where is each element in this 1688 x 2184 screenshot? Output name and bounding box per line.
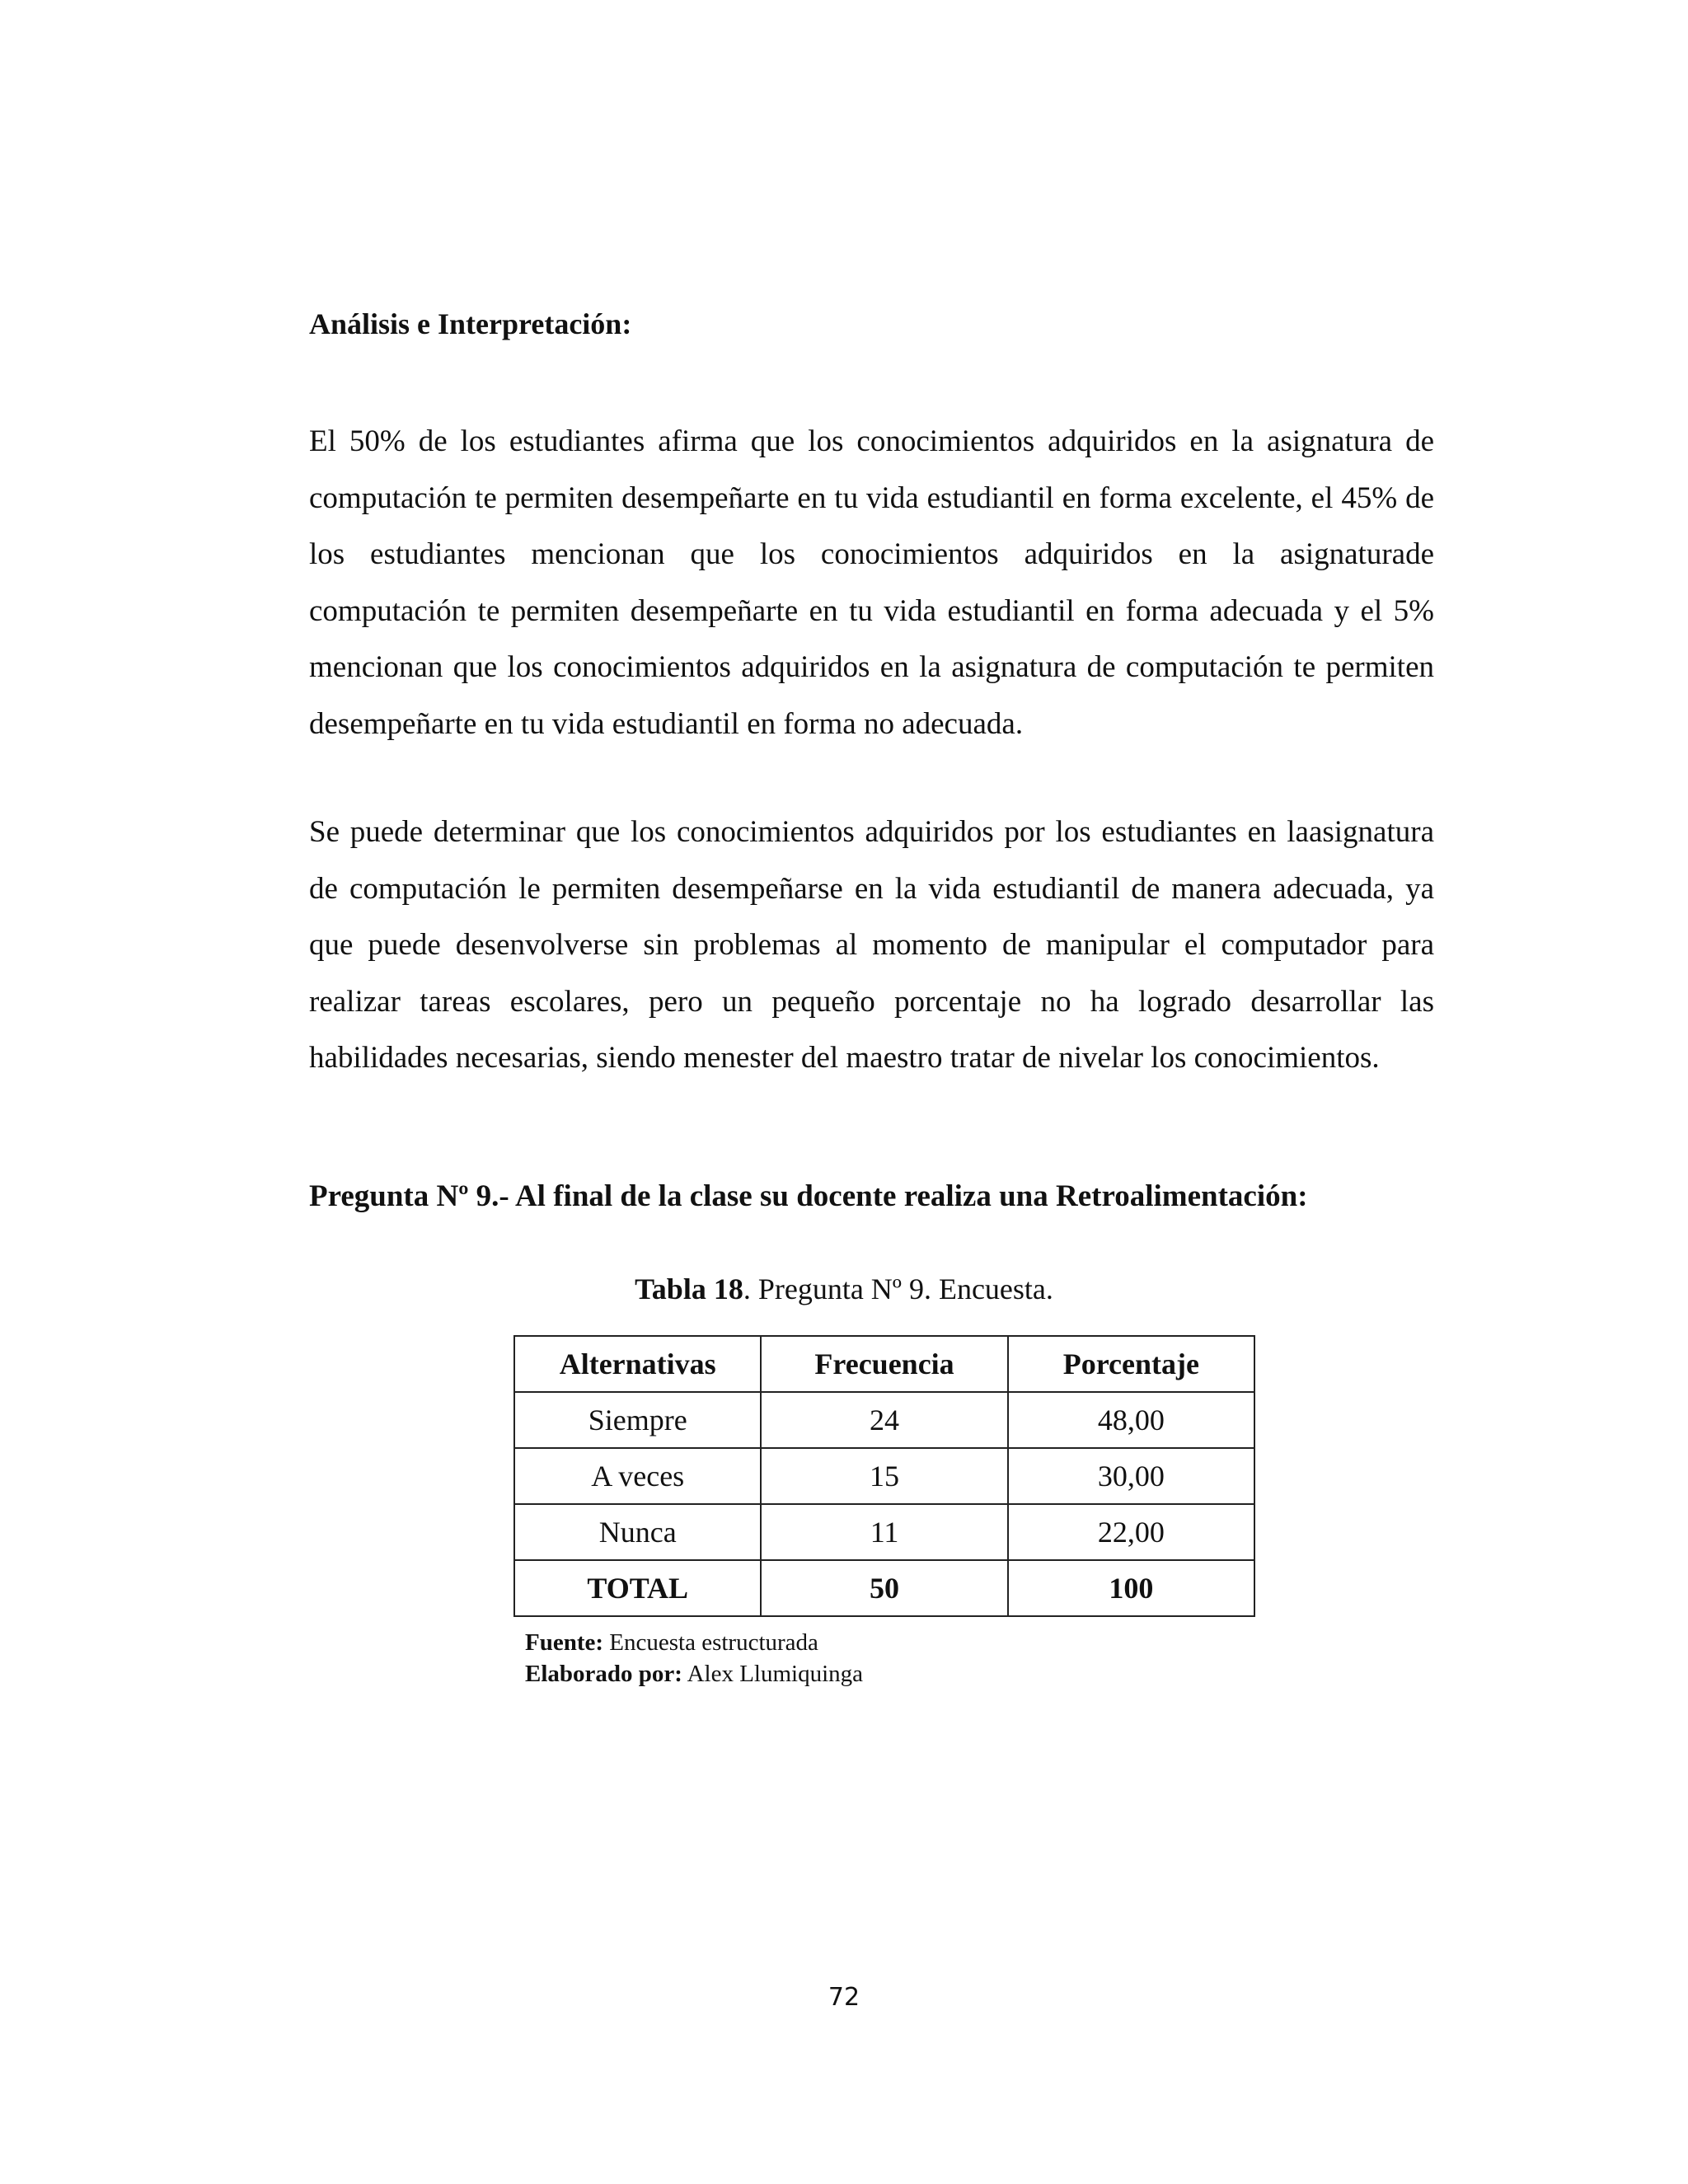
source-note [525,1627,863,1658]
total-frecuencia: 50 [761,1560,1007,1616]
table-caption-text: . Pregunta Nº 9. Encuesta. [743,1272,1053,1305]
cell-frecuencia: 24 [761,1392,1007,1448]
column-header-porcentaje: Porcentaje [1008,1336,1254,1392]
column-header-alternativas: Alternativas [514,1336,761,1392]
cell-frecuencia: 15 [761,1448,1007,1504]
table-caption-label: Tabla 18 [635,1272,743,1305]
section-heading: Análisis e Interpretación: [309,307,632,340]
cell-porcentaje: 48,00 [1008,1392,1254,1448]
table-header-row [514,1336,1254,1392]
question-heading: Pregunta Nº 9.- Al final de la clase su docente realiza una Retroalimentación: [309,1179,1308,1213]
author-label: Elaborado por: [525,1661,682,1687]
source-value: Encuesta estructurada [603,1629,818,1656]
total-label: TOTAL [514,1560,761,1616]
cell-alternativa: Siempre [514,1392,761,1448]
cell-porcentaje: 22,00 [1008,1504,1254,1560]
cell-alternativa: A veces [514,1448,761,1504]
analysis-paragraph-2: Se puede determinar que los conocimientos adquiridos por los estudiantes en laasignatura de computación le permiten desempeñarse en la vida estudiantil de manera adecuada, ya que puede desenvolverse sin problemas al momento de manipular el computador para realizar tareas escolares, pero un pequeño porcentaje no ha logrado desarrollar las habilidades necesarias, siendo menester del maestro tratar de nivelar los conocimientos. [309,815,1434,1075]
table-total-row [514,1560,1254,1616]
source-label: Fuente: [525,1629,604,1656]
page-number: 72 [828,1983,860,2012]
table-caption [0,1272,1688,1306]
author-value: Alex Llumiquinga [682,1661,864,1687]
total-porcentaje: 100 [1008,1560,1254,1616]
table-row [514,1392,1254,1448]
survey-table [513,1335,1255,1617]
analysis-paragraph-1: El 50% de los estudiantes afirma que los conocimientos adquiridos en la asignatura de computación te permiten desempeñarte en tu vida estudiantil en forma excelente, el 45% de los estudiantes mencionan que los conocimientos adquiridos en la asignaturade computación te permiten desempeñarte en tu vida estudiantil en forma adecuada y el 5% mencionan que los conocimientos adquiridos en la asignatura de computación te permiten desempeñarte en tu vida estudiantil en forma no adecuada. [309,424,1434,741]
table-notes [525,1627,863,1690]
cell-alternativa: Nunca [514,1504,761,1560]
table-row [514,1504,1254,1560]
author-note [525,1658,863,1690]
cell-porcentaje: 30,00 [1008,1448,1254,1504]
column-header-frecuencia: Frecuencia [761,1336,1007,1392]
cell-frecuencia: 11 [761,1504,1007,1560]
table-row [514,1448,1254,1504]
